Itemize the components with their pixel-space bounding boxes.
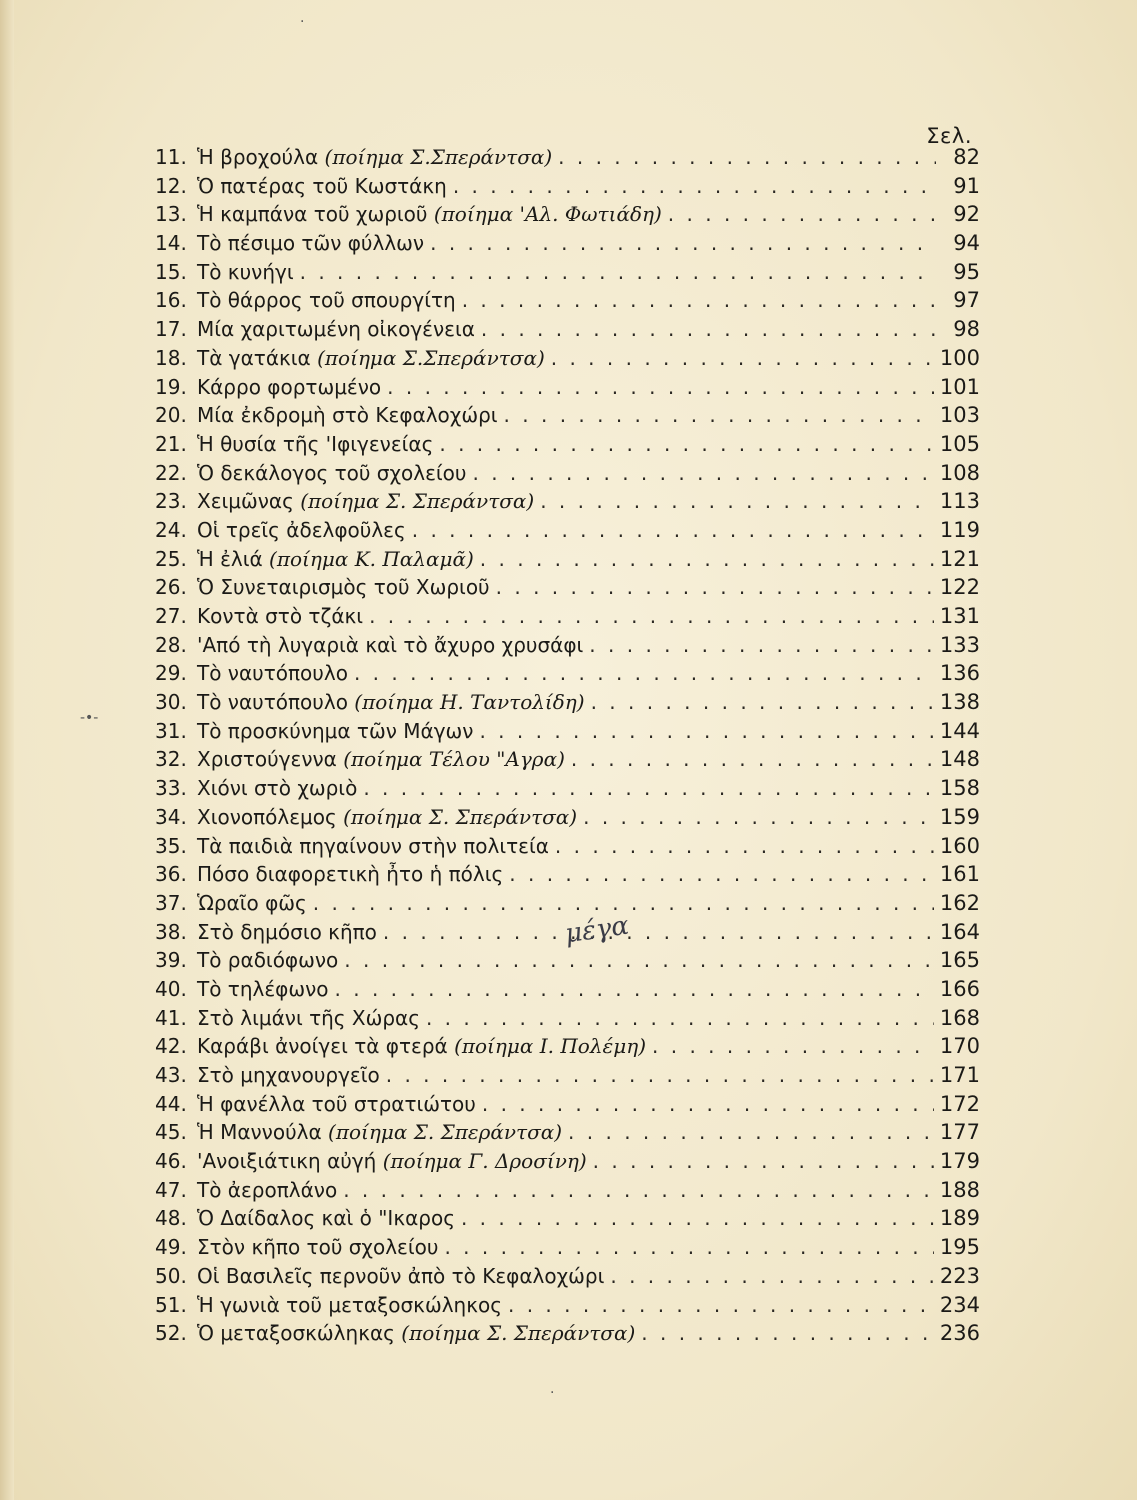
toc-entry <box>155 315 980 344</box>
entry-title-text: Ἡ καμπάνα τοῦ χωριοῦ <box>197 202 428 227</box>
entry-page-number: 162 <box>939 890 980 915</box>
entry-title-text: Ἡ θυσία τῆς 'Ιφιγενείας <box>197 431 434 456</box>
entry-number: 42. <box>155 1034 187 1059</box>
toc-entry <box>155 602 980 631</box>
entry-page-number: 189 <box>939 1206 980 1231</box>
handwritten-note: μέγα <box>563 910 631 950</box>
entry-number: 39. <box>155 948 187 973</box>
entry-poem-credit: (ποίημα Γ. Δροσίνη) <box>382 1149 587 1174</box>
dot-leader <box>430 229 936 258</box>
dot-leader <box>551 344 934 373</box>
toc-entry <box>155 1176 980 1205</box>
entry-title-text: Κάρρο φορτωμένο <box>197 374 382 399</box>
toc-entry <box>155 172 980 201</box>
entry-title <box>195 172 447 201</box>
entry-title <box>195 832 549 861</box>
dot-leader <box>496 573 934 602</box>
entry-title <box>195 1291 502 1320</box>
entry-title-text: Τὰ παιδιὰ πηγαίνουν στὴν πολιτεία <box>197 833 549 858</box>
dot-leader <box>480 545 934 574</box>
entry-number: 35. <box>155 833 187 858</box>
entry-title <box>195 1032 646 1061</box>
dot-leader <box>444 1233 933 1262</box>
entry-page-number: 172 <box>939 1091 980 1116</box>
dot-leader <box>453 172 936 201</box>
entry-title <box>195 1147 587 1176</box>
dot-leader <box>540 487 934 516</box>
entry-page-number: 158 <box>939 776 980 801</box>
entry-number: 28. <box>155 632 187 657</box>
dot-leader <box>589 631 934 660</box>
entry-title <box>195 344 545 373</box>
entry-title-text: 'Ανοιξιάτικη αὐγή <box>197 1149 377 1174</box>
entry-number: 11. <box>155 145 187 169</box>
toc-entry <box>155 803 980 832</box>
entry-page-number: 82 <box>953 145 980 169</box>
dot-leader <box>641 1319 934 1348</box>
entry-number: 37. <box>155 890 187 915</box>
entry-page-number: 171 <box>939 1063 980 1087</box>
dot-leader <box>504 401 934 430</box>
entry-title <box>195 918 377 947</box>
toc-entry <box>155 143 980 172</box>
entry-title <box>195 487 534 516</box>
dot-leader <box>386 1061 934 1090</box>
entry-number: 26. <box>155 575 187 600</box>
entry-title <box>195 286 456 315</box>
page-column-header: Σελ. <box>926 124 972 148</box>
entry-page-number: 122 <box>939 575 980 600</box>
toc-entry <box>155 889 980 918</box>
entry-title <box>195 573 490 602</box>
entry-page-number: 223 <box>939 1263 980 1288</box>
entry-page-number: 170 <box>939 1034 980 1059</box>
dot-leader <box>479 717 933 746</box>
entry-number: 19. <box>155 374 187 399</box>
entry-page-number: 165 <box>939 948 980 973</box>
entry-title-text: Χειμῶνας <box>197 489 294 514</box>
dot-leader <box>439 430 934 459</box>
entry-page-number: 113 <box>939 489 980 514</box>
dot-leader <box>412 516 934 545</box>
entry-title <box>195 1262 604 1291</box>
entry-title-text: Τὸ κυνήγι <box>197 259 294 284</box>
entry-title <box>195 1090 476 1119</box>
entry-page-number: 105 <box>939 431 980 456</box>
entry-number: 49. <box>155 1235 187 1260</box>
entry-page-number: 98 <box>953 317 980 342</box>
entry-poem-credit: (ποίημα Σ. Σπεράντσα) <box>328 1120 563 1145</box>
entry-page-number: 164 <box>939 919 980 944</box>
toc-entry <box>155 1004 980 1033</box>
entry-title-text: 'Από τὴ λυγαριὰ καὶ τὸ ἄχυρο χρυσάφι <box>197 632 584 657</box>
entry-number: 16. <box>155 288 187 313</box>
entry-title-text: Ἡ Μαννούλα <box>197 1120 322 1145</box>
entry-title <box>195 545 474 574</box>
toc-entry <box>155 659 980 688</box>
entry-title-text: Στὸ λιμάνι τῆς Χώρας <box>197 1005 420 1030</box>
entry-page-number: 131 <box>939 604 980 628</box>
entry-page-number: 148 <box>939 747 980 772</box>
entry-title <box>195 688 585 717</box>
entry-page-number: 138 <box>939 690 980 715</box>
entry-title <box>195 659 348 688</box>
toc-entry <box>155 430 980 459</box>
entry-title <box>195 229 424 258</box>
entry-title-text: Τὸ ραδιόφωνο <box>197 948 339 973</box>
dot-leader <box>335 975 934 1004</box>
ink-speck: · <box>300 14 305 30</box>
entry-title <box>195 1118 562 1147</box>
toc-entry <box>155 573 980 602</box>
entry-title-text: Ὁ Δαίδαλος καὶ ὁ "Ικαρος <box>197 1206 455 1231</box>
dot-leader <box>568 1118 934 1147</box>
dot-leader <box>383 918 934 947</box>
entry-page-number: 97 <box>953 288 980 313</box>
entry-page-number: 101 <box>939 374 980 399</box>
entry-title-text: Καράβι ἀνοίγει τὰ φτερά <box>197 1034 448 1059</box>
entry-title <box>195 745 565 774</box>
toc-entry <box>155 516 980 545</box>
entry-poem-credit: (ποίημα Σ. Σπεράντσα) <box>300 489 535 514</box>
entry-title-text: Μία χαριτωμένη οἰκογένεια <box>197 317 475 342</box>
entry-number: 23. <box>155 489 187 514</box>
entry-title-text: Τὸ ναυτόπουλο <box>197 661 348 686</box>
entry-number: 17. <box>155 317 187 342</box>
entry-title <box>195 315 475 344</box>
dot-leader <box>300 258 936 287</box>
entry-title-text: Τὸ θάρρος τοῦ σπουργίτη <box>197 288 456 313</box>
entry-title <box>195 516 406 545</box>
entry-title-text: Τὸ ναυτόπουλο <box>197 690 348 715</box>
entry-title-text: Τὰ γατάκια <box>197 345 311 370</box>
entry-page-number: 236 <box>939 1321 980 1346</box>
entry-title <box>195 401 498 430</box>
dot-leader <box>343 1176 934 1205</box>
entry-poem-credit: (ποίημα 'Αλ. Φωτιάδη) <box>433 202 662 227</box>
entry-title-text: Ἡ ἐλιά <box>197 546 263 571</box>
toc-entry <box>155 258 980 287</box>
entry-number: 22. <box>155 460 187 485</box>
entry-title <box>195 975 329 1004</box>
entry-title-text: Πόσο διαφορετικὴ ἦτο ἡ πόλις <box>197 862 504 887</box>
toc-entry <box>155 631 980 660</box>
toc-entry <box>155 745 980 774</box>
entry-page-number: 100 <box>939 345 980 370</box>
entry-number: 34. <box>155 804 187 829</box>
entry-poem-credit: (ποίημα Τέλου "Αγρα) <box>343 747 565 772</box>
entry-number: 27. <box>155 604 187 628</box>
entry-title-text: Μία ἐκδρομὴ στὸ Κεφαλοχώρι <box>197 403 498 428</box>
entry-title <box>195 803 577 832</box>
entry-title-text: Χριστούγεννα <box>197 747 337 772</box>
entry-page-number: 121 <box>939 546 980 571</box>
entry-number: 24. <box>155 517 187 542</box>
dot-leader <box>571 745 934 774</box>
entry-page-number: 234 <box>939 1292 980 1317</box>
entry-title <box>195 717 473 746</box>
toc-entry <box>155 459 980 488</box>
dot-leader <box>591 688 934 717</box>
entry-page-number: 177 <box>939 1120 980 1145</box>
entry-number: 13. <box>155 202 187 227</box>
dot-leader <box>509 860 934 889</box>
entry-poem-credit: (ποίημα Σ. Σπεράντσα) <box>401 1321 636 1346</box>
toc-entry <box>155 1262 980 1291</box>
toc-entry <box>155 717 980 746</box>
toc-entry <box>155 1032 980 1061</box>
entry-number: 50. <box>155 1263 187 1288</box>
entry-number: 14. <box>155 231 187 256</box>
entry-title <box>195 889 307 918</box>
toc-entry <box>155 373 980 402</box>
entry-page-number: 108 <box>939 460 980 485</box>
entry-number: 38. <box>155 919 187 944</box>
entry-title-text: Στὸ δημόσιο κῆπο <box>197 919 377 944</box>
entry-page-number: 133 <box>939 632 980 657</box>
entry-page-number: 136 <box>939 661 980 686</box>
entry-number: 44. <box>155 1091 187 1116</box>
toc-entry <box>155 545 980 574</box>
entry-title <box>195 1176 337 1205</box>
entry-title-text: Στὸ μηχανουργεῖο <box>197 1063 380 1087</box>
entry-poem-credit: (ποίημα Σ.Σπεράντσα) <box>317 345 545 370</box>
dot-leader <box>369 602 934 631</box>
entry-number: 29. <box>155 661 187 686</box>
dot-leader <box>344 946 934 975</box>
toc-entry <box>155 975 980 1004</box>
dot-leader <box>668 200 936 229</box>
entry-title-text: Ἡ βροχούλα <box>197 145 319 169</box>
toc-entry <box>155 200 980 229</box>
entry-title <box>195 602 363 631</box>
entry-page-number: 144 <box>939 718 980 743</box>
entry-number: 32. <box>155 747 187 772</box>
entry-number: 43. <box>155 1063 187 1087</box>
toc-entry <box>155 1147 980 1176</box>
entry-page-number: 94 <box>953 231 980 256</box>
entry-number: 40. <box>155 976 187 1001</box>
entry-title-text: Τὸ ἀεροπλάνο <box>197 1177 338 1202</box>
margin-mark: -•- <box>80 710 99 726</box>
entry-title-text: Τὸ πέσιμο τῶν φύλλων <box>197 231 425 256</box>
entry-number: 47. <box>155 1177 187 1202</box>
entry-number: 52. <box>155 1321 187 1346</box>
dot-leader <box>652 1032 934 1061</box>
dot-leader <box>354 659 934 688</box>
entry-title-text: Ὁ μεταξοσκώληκας <box>197 1321 395 1346</box>
toc-entry <box>155 401 980 430</box>
entry-page-number: 159 <box>939 804 980 829</box>
dot-leader <box>426 1004 934 1033</box>
entry-title <box>195 200 662 229</box>
toc-entry <box>155 1319 980 1348</box>
entry-title-text: Κοντὰ στὸ τζάκι <box>197 604 364 628</box>
entry-title-text: Ἡ φανέλλα τοῦ στρατιώτου <box>197 1091 476 1116</box>
dot-leader <box>387 373 934 402</box>
entry-number: 51. <box>155 1292 187 1317</box>
toc-entry <box>155 946 980 975</box>
entry-page-number: 188 <box>939 1177 980 1202</box>
entry-title <box>195 1204 455 1233</box>
entry-title-text: Τὸ τηλέφωνο <box>197 976 329 1001</box>
entry-title-text: Ὁ Συνεταιρισμὸς τοῦ Χωριοῦ <box>197 575 490 600</box>
entry-title-text: Στὸν κῆπο τοῦ σχολείου <box>197 1235 439 1260</box>
entry-page-number: 95 <box>953 259 980 284</box>
entry-title-text: Ἡ γωνιὰ τοῦ μεταξοσκώληκος <box>197 1292 502 1317</box>
entry-page-number: 179 <box>939 1149 980 1174</box>
entry-title <box>195 1061 380 1090</box>
entry-page-number: 103 <box>939 403 980 428</box>
toc-entry <box>155 229 980 258</box>
entry-title-text: Ὡραῖο φῶς <box>197 890 307 915</box>
entry-page-number: 168 <box>939 1005 980 1030</box>
entry-title <box>195 459 466 488</box>
entry-number: 46. <box>155 1149 187 1174</box>
entry-title <box>195 774 357 803</box>
binding-edge <box>0 0 14 1500</box>
entry-title-text: Χιονοπόλεμος <box>197 804 337 829</box>
toc-entry <box>155 1204 980 1233</box>
entry-number: 25. <box>155 546 187 571</box>
entry-number: 30. <box>155 690 187 715</box>
toc-entry <box>155 1291 980 1320</box>
dot-leader <box>508 1291 934 1320</box>
entry-page-number: 160 <box>939 833 980 858</box>
toc-entry <box>155 1090 980 1119</box>
entry-number: 15. <box>155 259 187 284</box>
entry-number: 41. <box>155 1005 187 1030</box>
entry-title-text: Χιόνι στὸ χωριὸ <box>197 776 358 801</box>
dot-leader <box>555 832 934 861</box>
dot-leader <box>462 286 936 315</box>
toc-entry <box>155 487 980 516</box>
entry-title <box>195 430 433 459</box>
entry-title <box>195 631 583 660</box>
entry-page-number: 195 <box>939 1235 980 1260</box>
entry-title-text: Οἱ Βασιλεῖς περνοῦν ἀπὸ τὸ Κεφαλοχώρι <box>197 1263 605 1288</box>
dot-leader <box>481 315 936 344</box>
entry-title <box>195 1004 420 1033</box>
entry-title <box>195 1319 635 1348</box>
entry-number: 48. <box>155 1206 187 1231</box>
entry-title <box>195 258 294 287</box>
entry-page-number: 91 <box>953 173 980 198</box>
entry-page-number: 161 <box>939 862 980 887</box>
entry-poem-credit: (ποίημα Η. Ταντολίδη) <box>354 690 585 715</box>
entry-title-text: Ὁ δεκάλογος τοῦ σχολείου <box>197 460 467 485</box>
toc-entry <box>155 774 980 803</box>
ink-speck: · <box>550 1385 555 1401</box>
entry-number: 12. <box>155 173 187 198</box>
toc-entry <box>155 832 980 861</box>
entry-title-text: Τὸ προσκύνημα τῶν Μάγων <box>197 718 474 743</box>
entry-number: 21. <box>155 431 187 456</box>
entry-title <box>195 946 338 975</box>
dot-leader <box>558 143 936 172</box>
toc-entry <box>155 1118 980 1147</box>
toc-entry <box>155 1233 980 1262</box>
entry-page-number: 92 <box>953 202 980 227</box>
entry-number: 18. <box>155 345 187 370</box>
entry-title <box>195 1233 438 1262</box>
entry-number: 33. <box>155 776 187 801</box>
entry-title <box>195 860 503 889</box>
dot-leader <box>461 1204 934 1233</box>
entry-page-number: 119 <box>939 517 980 542</box>
entry-title <box>195 143 552 172</box>
entry-number: 36. <box>155 862 187 887</box>
dot-leader <box>583 803 934 832</box>
toc-entry <box>155 344 980 373</box>
dot-leader <box>610 1262 934 1291</box>
entry-page-number: 166 <box>939 976 980 1001</box>
toc-entry <box>155 860 980 889</box>
dot-leader <box>472 459 933 488</box>
entry-number: 31. <box>155 718 187 743</box>
entry-poem-credit: (ποίημα Σ.Σπεράντσα) <box>324 145 553 169</box>
dot-leader <box>363 774 934 803</box>
entry-title <box>195 373 381 402</box>
toc-entry <box>155 286 980 315</box>
entry-number: 45. <box>155 1120 187 1145</box>
entry-title-text: Οἱ τρεῖς ἀδελφοῦλες <box>197 517 406 542</box>
dot-leader <box>482 1090 934 1119</box>
dot-leader <box>593 1147 934 1176</box>
table-of-contents <box>155 143 980 1348</box>
entry-poem-credit: (ποίημα Κ. Παλαμᾶ) <box>269 546 474 571</box>
entry-poem-credit: (ποίημα Ι. Πολέμη) <box>454 1034 647 1059</box>
entry-title-text: Ὁ πατέρας τοῦ Κωστάκη <box>197 173 447 198</box>
entry-number: 20. <box>155 403 187 428</box>
toc-entry <box>155 688 980 717</box>
entry-poem-credit: (ποίημα Σ. Σπεράντσα) <box>343 804 578 829</box>
toc-entry <box>155 1061 980 1090</box>
